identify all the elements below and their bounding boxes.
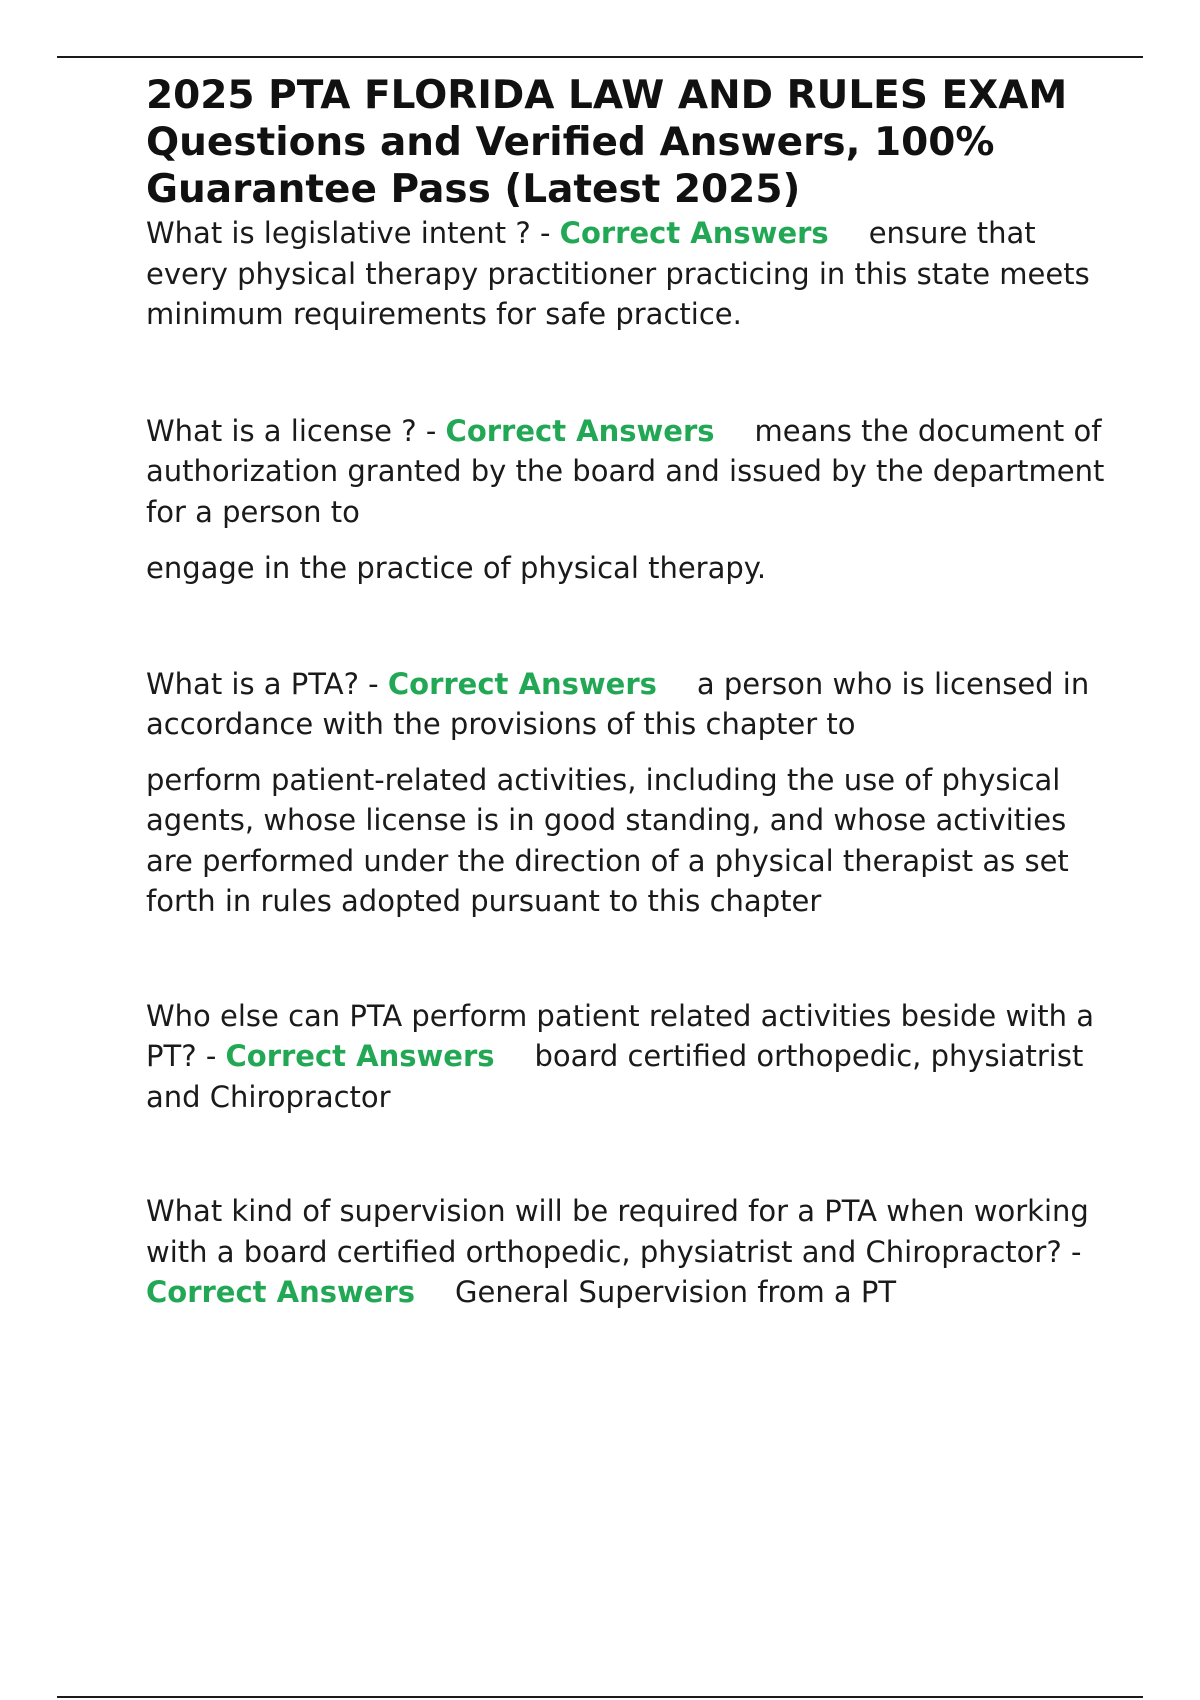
qa-item-3 xyxy=(146,664,1106,745)
question-text: What is a PTA? - xyxy=(146,666,388,701)
question-text: What is legislative intent ? - xyxy=(146,216,560,250)
top-rule xyxy=(57,56,1143,58)
bottom-rule xyxy=(57,1696,1143,1698)
answer-text: General Supervision from a PT xyxy=(455,1275,897,1309)
document-body xyxy=(146,72,1106,1313)
answer-text: means the document of authorization granted by the board and issued by the department for a person to xyxy=(146,413,1105,529)
qa-item-1 xyxy=(146,213,1106,335)
document-title: 2025 PTA FLORIDA LAW AND RULES EXAM Questions and Verified Answers, 100% Guarantee Pass (Latest 2025) xyxy=(146,73,1068,212)
answer-label: Correct Answers xyxy=(225,1039,495,1073)
answer-continued: perform patient-related activities, including the use of physical agents, whose license is in good standing, and whose activities are performed under the direction of a physical therapist as set forth in rules adopted pursuant to this chapter xyxy=(146,762,1069,918)
question-text: What is a license ? - xyxy=(146,413,446,448)
answer-label: Correct Answers xyxy=(146,1275,416,1309)
question-text: Who else can PTA perform patient related activities beside with a PT? - xyxy=(146,998,1094,1073)
qa-item-5 xyxy=(146,1191,1106,1313)
qa-item-2 xyxy=(146,411,1106,533)
answer-label: Correct Answers xyxy=(387,666,657,701)
answer-text: board certified orthopedic, physiatrist and Chiropractor xyxy=(146,1039,1084,1114)
answer-text: a person who is licensed in accordance with the provisions of this chapter to xyxy=(146,666,1090,741)
qa-item-4 xyxy=(146,996,1106,1118)
question-text: What kind of supervision will be required for a PTA when working with a board certified orthopedic, physiatrist and Chiropractor? - xyxy=(146,1194,1089,1269)
answer-continued: engage in the practice of physical therapy. xyxy=(146,551,767,585)
answer-label: Correct Answers xyxy=(559,216,829,250)
answer-text: ensure that every physical therapy practitioner practicing in this state meets minimum requirements for safe practice. xyxy=(146,216,1090,331)
answer-label: Correct Answers xyxy=(445,413,715,448)
